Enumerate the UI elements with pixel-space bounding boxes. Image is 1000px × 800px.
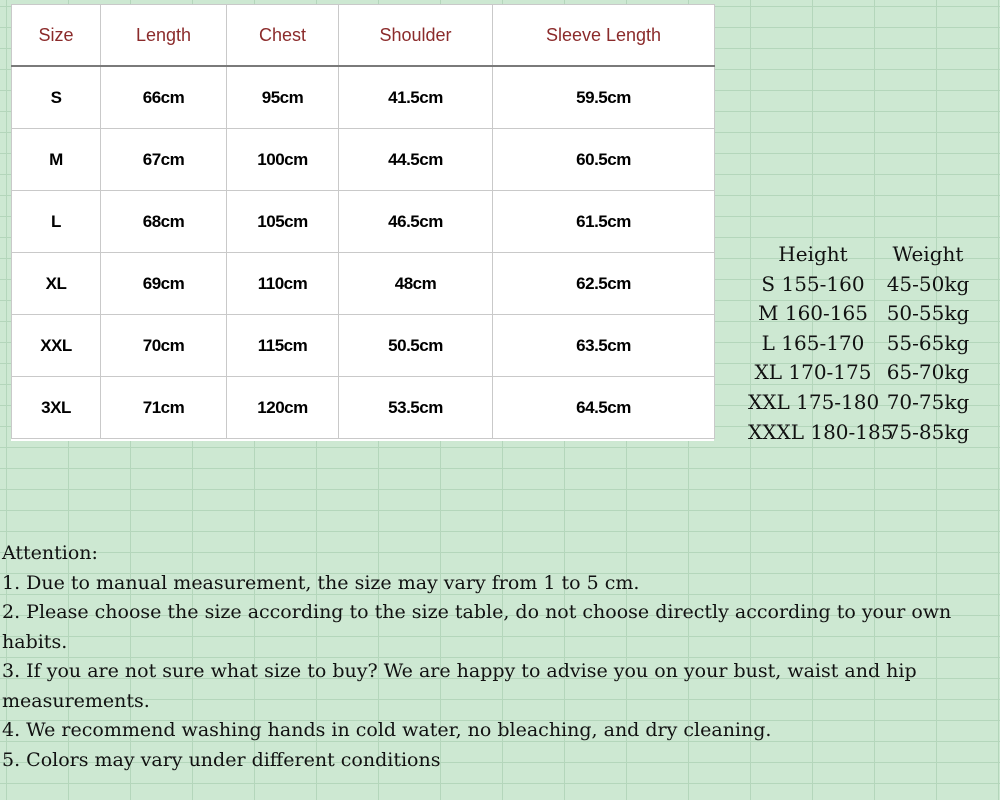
height-weight-row [748,329,1000,359]
cell-size: S [12,66,101,129]
cell-shoulder: 44.5cm [339,129,493,191]
weight-range: 55-65kg [886,330,970,355]
cell-length: 71cm [101,377,227,439]
height-weight-header [748,240,1000,270]
size-chart [11,4,714,441]
cell-shoulder: 46.5cm [339,191,493,253]
height-range: XXL 175-180 [748,389,880,414]
table-row [12,315,715,377]
height-range: XL 170-175 [754,360,872,385]
cell-size: XL [12,253,101,315]
attention-item: 5. Colors may vary under different conditions [2,748,441,771]
cell-size: XXL [12,315,101,377]
cell-shoulder: 41.5cm [339,66,493,129]
height-range: XXXL 180-185 [748,419,894,444]
cell-chest: 115cm [227,315,339,377]
header-length: Length [101,5,227,67]
height-weight-row [748,299,1000,329]
table-row [12,66,715,129]
table-row [12,129,715,191]
attention-title: Attention: [2,542,98,564]
cell-size: M [12,129,101,191]
cell-shoulder: 53.5cm [339,377,493,439]
height-weight-row [748,418,1000,448]
cell-sleeve-length: 59.5cm [493,66,715,129]
height-weight-guide [748,240,1000,447]
height-header: Height [778,242,848,266]
cell-chest: 110cm [227,253,339,315]
height-range: S 155-160 [761,271,865,296]
height-weight-row [748,388,1000,418]
cell-size: 3XL [12,377,101,439]
weight-range: 50-55kg [886,301,970,326]
height-weight-row [748,270,1000,300]
table-row [12,253,715,315]
cell-length: 66cm [101,66,227,129]
table-row [12,191,715,253]
cell-sleeve-length: 63.5cm [493,315,715,377]
weight-range: 45-50kg [886,271,970,296]
weight-range: 70-75kg [886,389,970,414]
cell-sleeve-length: 60.5cm [493,129,715,191]
height-range: M 160-165 [758,301,868,326]
height-weight-row [748,358,1000,388]
cell-length: 68cm [101,191,227,253]
weight-range: 75-85kg [886,419,970,444]
cell-chest: 105cm [227,191,339,253]
header-sleeve-length: Sleeve Length [493,5,715,67]
cell-shoulder: 50.5cm [339,315,493,377]
table-header-row [12,5,715,67]
header-chest: Chest [227,5,339,67]
weight-range: 65-70kg [886,360,970,385]
table-row [12,377,715,439]
cell-length: 67cm [101,129,227,191]
attention-notes [2,539,1000,775]
header-size: Size [12,5,101,67]
cell-chest: 95cm [227,66,339,129]
cell-size: L [12,191,101,253]
weight-header: Weight [892,242,964,266]
cell-length: 69cm [101,253,227,315]
attention-item: 4. We recommend washing hands in cold water, no bleaching, and dry cleaning. [2,719,772,741]
cell-chest: 100cm [227,129,339,191]
cell-sleeve-length: 61.5cm [493,191,715,253]
cell-length: 70cm [101,315,227,377]
height-range: L 165-170 [761,330,865,355]
cell-chest: 120cm [227,377,339,439]
size-table [11,4,715,439]
header-shoulder: Shoulder [339,5,493,67]
cell-sleeve-length: 62.5cm [493,253,715,315]
cell-sleeve-length: 64.5cm [493,377,715,439]
cell-shoulder: 48cm [339,253,493,315]
attention-item: 1. Due to manual measurement, the size may vary from 1 to 5 cm. [2,571,640,594]
attention-item: 3. If you are not sure what size to buy? We are happy to advise you on your bust, waist and hip measurements. [2,660,917,712]
attention-item: 2. Please choose the size according to the size table, do not choose directly according to your own habits. [2,601,952,653]
